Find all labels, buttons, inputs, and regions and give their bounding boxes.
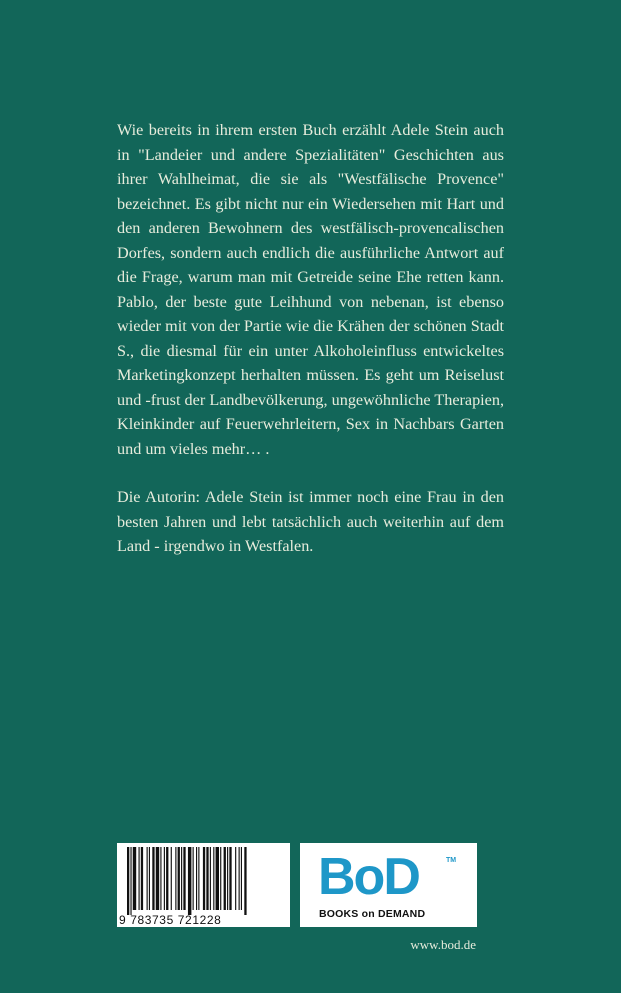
publisher-website: www.bod.de bbox=[410, 937, 476, 952]
description-paragraph: Wie bereits in ihrem ersten Buch erzählt Adele Stein auch in "Landeier und andere Spezialitäten" Geschichten aus ihrer Wahlheimat, die sie als "Westfälische Provence" bezeichnet. Es gibt nicht nur ein Wiedersehen mit Hart und den anderen Bewohnern des westfälisch-provencalischen Dorfes, sondern auch endlich die ausführliche Antwort auf die Frage, warum man mit Getreide seine Ehe retten kann. Pablo, der beste gute Leihhund von nebenan, ist ebenso wieder mit von der Partie wie die Krähen der schönen Stadt S., die diesmal für ein unter Alkoholeinfluss entwickeltes Marketingkonzept herhalten müssen. Es geht um Reiselust und -frust der Landbevölkerung, ungewöhnliche Therapien, Kleinkinder auf Feuerwehrleitern, Sex in Nachbars Garten und um vieles mehr… . bbox=[117, 121, 504, 458]
publisher-tagline: BOOKS on DEMAND bbox=[319, 908, 426, 920]
publisher-logo-box bbox=[300, 843, 477, 927]
isbn-number: 9 783735 721228 bbox=[119, 913, 222, 927]
isbn-barcode bbox=[117, 843, 290, 927]
author-bio-paragraph: Die Autorin: Adele Stein ist immer noch eine Frau in den besten Jahren und lebt tatsächlich auch weiterhin auf dem Land - irgendwo in Westfalen. bbox=[117, 488, 504, 555]
bod-logo: BoD bbox=[318, 848, 419, 906]
trademark-mark: TM bbox=[446, 857, 457, 864]
barcode-bars bbox=[117, 843, 290, 915]
back-cover-blurb bbox=[117, 118, 504, 559]
